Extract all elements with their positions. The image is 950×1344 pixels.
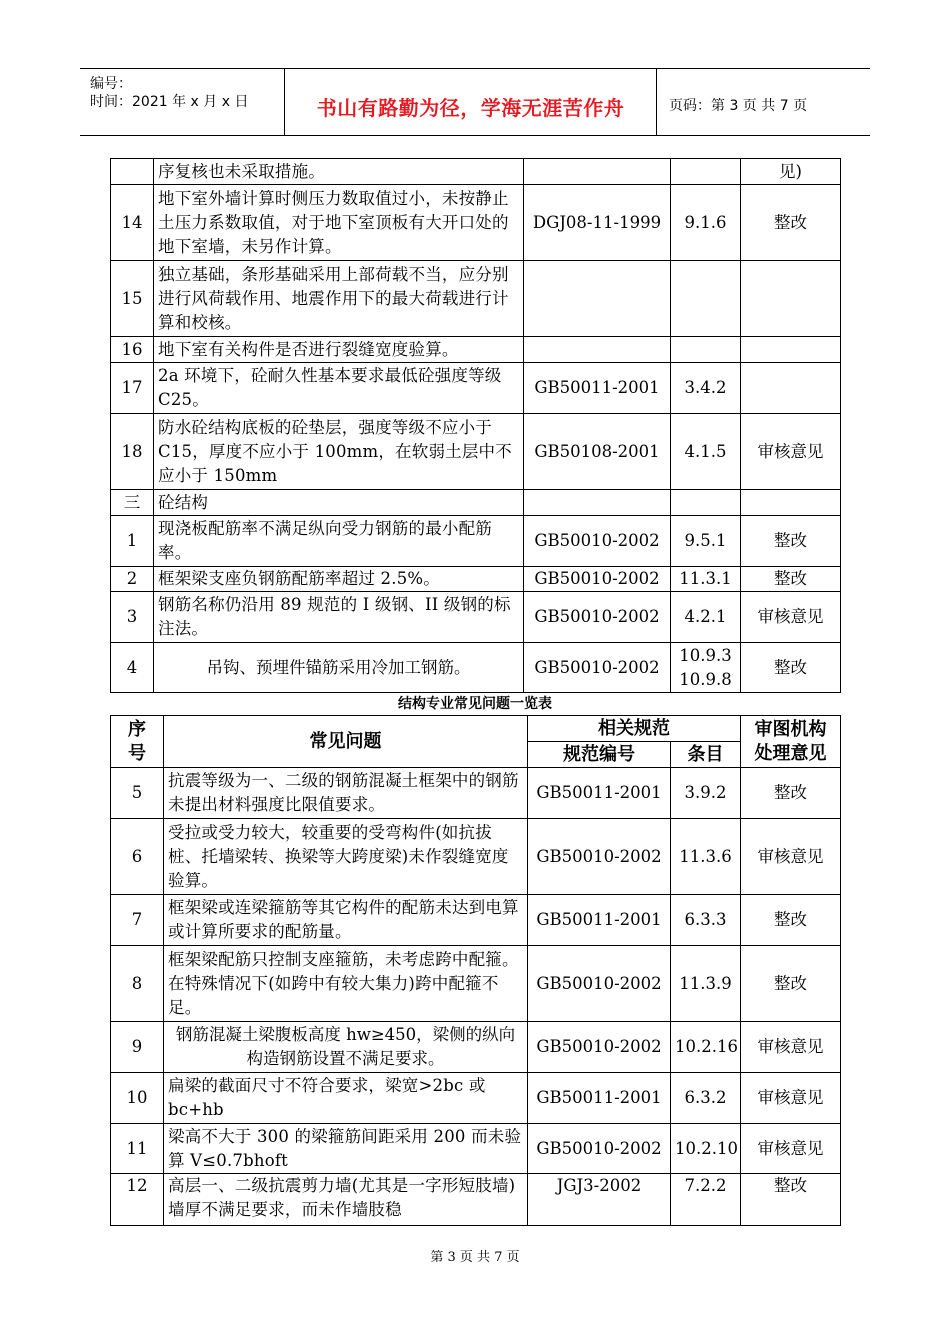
section-no: 三 (111, 490, 154, 516)
row-code: GB50011-2001 (528, 1073, 671, 1124)
header-page-label: 页码：第 3 页 共 7 页 (669, 98, 808, 114)
issues-table (110, 715, 841, 1226)
row-no: 2 (111, 567, 154, 592)
row-no: 18 (111, 414, 154, 490)
row-opinion: 整改 (741, 516, 841, 567)
header-row (111, 716, 841, 742)
row-code: GB50010-2002 (528, 946, 671, 1022)
row-code: GB50011-2001 (524, 363, 671, 414)
row-opinion: 整改 (741, 768, 841, 819)
row-opinion: 审核意见 (741, 1073, 841, 1124)
row-no: 10 (111, 1073, 164, 1124)
row-opinion (741, 261, 841, 337)
row-opinion: 整改 (741, 567, 841, 592)
section-title: 砼结构 (154, 490, 524, 516)
row-no: 17 (111, 363, 154, 414)
row-no: 6 (111, 819, 164, 895)
col-header-code: 规范编号 (528, 742, 671, 768)
row-code (524, 490, 671, 516)
row-clause: 3.4.2 (671, 363, 741, 414)
row-issue: 独立基础，条形基础采用上部荷载不当，应分别进行风荷载作用、地震作用下的最大荷载进行计算和校核。 (154, 261, 524, 337)
table-row (111, 567, 841, 592)
row-clause: 10.2.10 (671, 1124, 741, 1174)
table-row (111, 159, 841, 185)
page-footer: 第 3 页 共 7 页 (430, 1250, 520, 1265)
table-row (111, 516, 841, 567)
header-slogan: 书山有路勤为径，学海无涯苦作舟 (285, 69, 657, 135)
table-row (111, 946, 841, 1022)
table-row (111, 1174, 841, 1226)
table-row (111, 768, 841, 819)
row-opinion: 审核意见 (741, 1124, 841, 1174)
table-row (111, 1073, 841, 1124)
row-clause: 10.2.16 (671, 1022, 741, 1073)
row-clause: 7.2.2 (671, 1174, 741, 1226)
row-clause: 4.1.5 (671, 414, 741, 490)
row-code: GB50010-2002 (524, 592, 671, 643)
row-code: GB50011-2001 (528, 768, 671, 819)
row-code: JGJ3-2002 (528, 1174, 671, 1226)
row-no: 1 (111, 516, 154, 567)
row-no (111, 159, 154, 185)
row-code: GB50010-2002 (524, 567, 671, 592)
row-issue: 吊钩、预埋件锚筋采用冷加工钢筋。 (154, 643, 524, 693)
col-header-spec: 相关规范 (528, 716, 741, 742)
row-no: 9 (111, 1022, 164, 1073)
row-no: 12 (111, 1174, 164, 1226)
row-issue: 钢筋混凝土梁腹板高度 hw≥450，梁侧的纵向构造钢筋设置不满足要求。 (164, 1022, 528, 1073)
row-code: GB50010-2002 (528, 1124, 671, 1174)
row-issue: 钢筋名称仍沿用 89 规范的 I 级钢、II 级钢的标注法。 (154, 592, 524, 643)
row-clause: 3.9.2 (671, 768, 741, 819)
row-issue: 抗震等级为一、二级的钢筋混凝土框架中的钢筋未提出材料强度比限值要求。 (164, 768, 528, 819)
clause-line: 10.9.3 (679, 645, 732, 665)
row-opinion: 审核意见 (741, 414, 841, 490)
table-row (111, 363, 841, 414)
col-header-no: 序 号 (111, 716, 164, 768)
row-no: 11 (111, 1124, 164, 1174)
row-opinion (741, 363, 841, 414)
col-header-clause: 条目 (671, 742, 741, 768)
row-code (524, 337, 671, 363)
row-no: 5 (111, 768, 164, 819)
row-opinion: 整改 (741, 643, 841, 693)
row-clause: 4.2.1 (671, 592, 741, 643)
table-row (111, 1022, 841, 1073)
table-title: 结构专业常见问题一览表 (398, 696, 552, 712)
row-clause: 9.1.6 (671, 185, 741, 261)
row-opinion: 审核意见 (741, 1022, 841, 1073)
row-clause (671, 261, 741, 337)
row-code: GB50011-2001 (528, 895, 671, 946)
row-code: DGJ08-11-1999 (524, 185, 671, 261)
row-issue: 序复核也未采取措施。 (154, 159, 524, 185)
row-issue: 高层一、二级抗震剪力墙(尤其是一字形短肢墙)墙厚不满足要求，而未作墙肢稳 (164, 1174, 528, 1226)
row-no: 7 (111, 895, 164, 946)
row-issue: 扁梁的截面尺寸不符合要求，梁宽>2bc 或 bc+hb (164, 1073, 528, 1124)
row-issue: 受拉或受力较大，较重要的受弯构件(如抗拔桩、托墙梁转、换梁等大跨度梁)未作裂缝宽度验算。 (164, 819, 528, 895)
row-no: 3 (111, 592, 154, 643)
table-row (111, 185, 841, 261)
row-issue: 防水砼结构底板的砼垫层，强度等级不应小于 C15，厚度不应小于 100mm，在软弱土层中不应小于 150mm (154, 414, 524, 490)
row-issue: 地下室外墙计算时侧压力数取值过小，未按静止土压力系数取值，对于地下室顶板有大开口处的地下室墙，未另作计算。 (154, 185, 524, 261)
row-clause: 11.3.6 (671, 819, 741, 895)
row-no: 4 (111, 643, 154, 693)
row-code (524, 261, 671, 337)
row-clause: 6.3.2 (671, 1073, 741, 1124)
header-meta (80, 69, 285, 135)
row-issue: 2a 环境下，砼耐久性基本要求最低砼强度等级 C25。 (154, 363, 524, 414)
row-opinion: 整改 (741, 1174, 841, 1226)
time-label: 时间：2021 年 x 月 x 日 (90, 94, 249, 110)
table-row (111, 895, 841, 946)
clause-line: 10.9.8 (679, 669, 732, 689)
col-header-issue: 常见问题 (164, 716, 528, 768)
table-row (111, 592, 841, 643)
row-issue: 地下室有关构件是否进行裂缝宽度验算。 (154, 337, 524, 363)
table-row (111, 643, 841, 693)
row-issue: 框架梁配筋只控制支座箍筋，未考虑跨中配箍。在特殊情况下(如跨中有较大集力)跨中配箍不足。 (164, 946, 528, 1022)
col-header-opinion: 审图机构 处理意见 (741, 716, 841, 768)
row-code: GB50010-2002 (528, 1022, 671, 1073)
row-code: GB50010-2002 (524, 516, 671, 567)
table-row (111, 1124, 841, 1174)
row-opinion: 整改 (741, 895, 841, 946)
section-row (111, 490, 841, 516)
row-opinion: 整改 (741, 946, 841, 1022)
row-clause (671, 159, 741, 185)
row-opinion: 整改 (741, 185, 841, 261)
issues-table-continued (110, 158, 841, 693)
row-code (524, 159, 671, 185)
row-issue: 框架梁或连梁箍筋等其它构件的配筋未达到电算或计算所要求的配筋量。 (164, 895, 528, 946)
row-clause: 9.5.1 (671, 516, 741, 567)
row-no: 14 (111, 185, 154, 261)
row-opinion: 审核意见 (741, 819, 841, 895)
row-code: GB50108-2001 (524, 414, 671, 490)
table-row (111, 337, 841, 363)
row-code: GB50010-2002 (524, 643, 671, 693)
row-clause (671, 643, 741, 693)
row-no: 15 (111, 261, 154, 337)
row-opinion: 见) (741, 159, 841, 185)
table-row (111, 261, 841, 337)
row-issue: 框架梁支座负钢筋配筋率超过 2.5%。 (154, 567, 524, 592)
page-header (80, 68, 870, 136)
row-no: 16 (111, 337, 154, 363)
row-opinion (741, 490, 841, 516)
row-opinion (741, 337, 841, 363)
row-clause (671, 337, 741, 363)
row-code: GB50010-2002 (528, 819, 671, 895)
row-clause: 6.3.3 (671, 895, 741, 946)
table-row (111, 414, 841, 490)
row-clause (671, 490, 741, 516)
code-label: 编号： (90, 76, 132, 92)
row-issue: 现浇板配筋率不满足纵向受力钢筋的最小配筋率。 (154, 516, 524, 567)
row-clause: 11.3.9 (671, 946, 741, 1022)
row-no: 8 (111, 946, 164, 1022)
table-row (111, 819, 841, 895)
row-clause: 11.3.1 (671, 567, 741, 592)
row-opinion: 审核意见 (741, 592, 841, 643)
row-issue: 梁高不大于 300 的梁箍筋间距采用 200 而未验算 V≤0.7bhoft (164, 1124, 528, 1174)
